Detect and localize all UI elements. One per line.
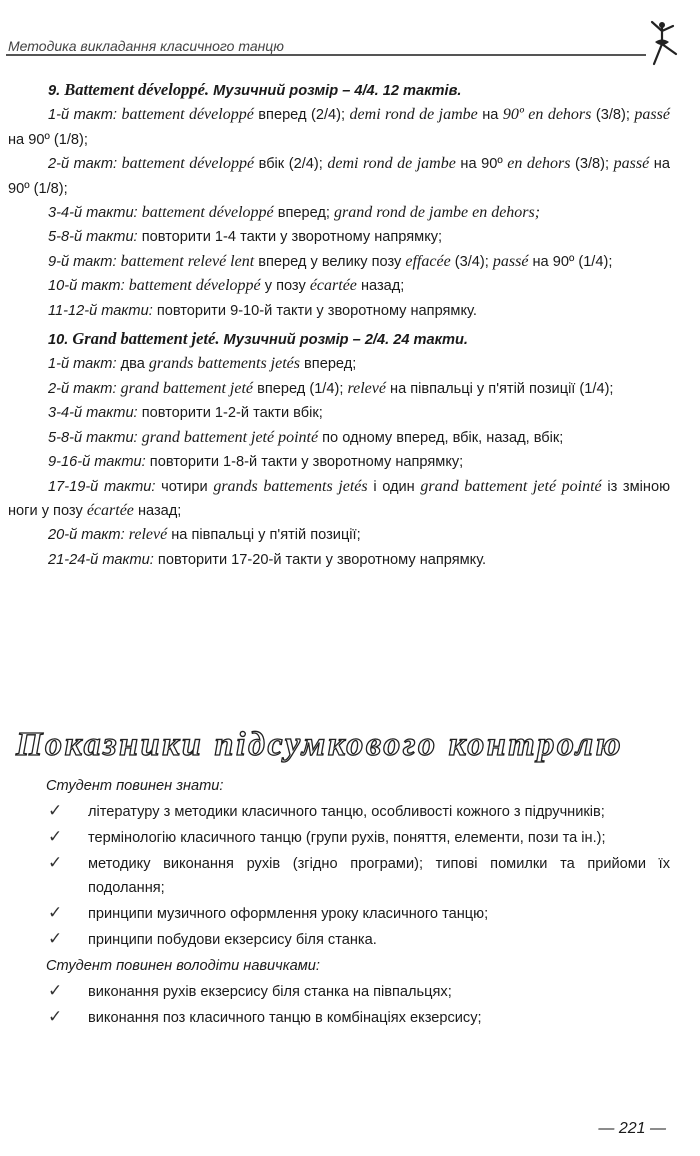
checkmark-icon: ✓ xyxy=(48,981,63,1000)
know-heading: Студент повинен знати: xyxy=(46,778,224,794)
know-item: ✓ термінологію класичного танцю (групи рухів, поняття, елементи, пози та ін.); xyxy=(8,826,670,850)
checkmark-icon: ✓ xyxy=(48,929,63,948)
know-item: ✓ методику виконання рухів (згідно програми); типові помилки та прийоми їх подолання; xyxy=(48,853,670,896)
know-item: ✓ принципи музичного оформлення уроку класичного танцю; xyxy=(8,902,670,926)
exercise-10-line-8: 21-24-й такти: повторити 17-20-й такти у зворотному напрямку. xyxy=(48,551,487,568)
page-number: — 221 — xyxy=(598,1120,666,1137)
checkmark-icon: ✓ xyxy=(48,853,63,872)
section-title: Показники підсумкового контролю xyxy=(16,726,624,763)
exercise-9-line-1: 1-й такт: battement développé вперед (2/4); demi rond de jambe на 90º en dehors (3/8); passé на 90º (1/8); xyxy=(8,106,670,148)
checkmark-icon: ✓ xyxy=(48,903,63,922)
exercise-10-line-1: 1-й такт: два grands battements jetés вперед; xyxy=(48,355,357,373)
exercise-9-heading: 9. Battement développé. Музичний розмір – 4/4. 12 тактів. xyxy=(48,80,462,99)
exercise-9-line-4: 5-8-й такти: повторити 1-4 такти у зворотному напрямку; xyxy=(48,229,443,246)
exercise-text xyxy=(8,74,670,572)
skills-heading: Студент повинен володіти навичками: xyxy=(46,958,320,974)
exercise-10-line-6: 17-19-й такти: чотири grands battements jetés і один grand battement jeté pointé із зміною ноги у позу écartée назад; xyxy=(8,477,671,519)
know-item: ✓ літературу з методики класичного танцю, особливості кожного з підручників; xyxy=(8,800,670,824)
skill-item: ✓ виконання поз класичного танцю в комбінаціях екзерсису; xyxy=(8,1006,670,1030)
exercise-10-line-5: 9-16-й такти: повторити 1-8-й такти у зворотному напрямку; xyxy=(48,454,464,471)
exercise-9-line-7: 11-12-й такти: повторити 9-10-й такти у зворотному напрямку. xyxy=(48,302,477,319)
exercise-9-line-5: 9-й такт: battement relevé lent вперед у велику позу effacée (3/4); passé на 90º (1/4); xyxy=(48,252,613,270)
exercise-10-heading: 10. Grand battement jeté. Музичний розмір – 2/4. 24 такти. xyxy=(48,329,468,349)
checkmark-icon: ✓ xyxy=(48,801,63,820)
know-item: ✓ принципи побудови екзерсису біля станка. xyxy=(8,928,670,952)
exercise-10-line-7: 20-й такт: relevé на півпальці у п'ятій позиції; xyxy=(48,526,361,544)
ballerina-icon xyxy=(642,18,682,66)
control-section xyxy=(8,774,670,1032)
skill-item: ✓ виконання рухів екзерсису біля станка на півпальцях; xyxy=(8,980,670,1004)
exercise-10-line-2: 2-й такт: grand battement jeté вперед (1/4); relevé на півпальці у п'ятій позиції (1/4); xyxy=(48,379,614,397)
exercise-10-line-3: 3-4-й такти: повторити 1-2-й такти вбік; xyxy=(48,405,323,422)
checkmark-icon: ✓ xyxy=(48,827,63,846)
exercise-9-line-3: 3-4-й такти: battement développé вперед; grand rond de jambe en dehors; xyxy=(48,204,541,222)
header-title: Методика викладання класичного танцю xyxy=(8,38,284,54)
exercise-9-line-6: 10-й такт: battement développé у позу écartée назад; xyxy=(48,277,405,295)
exercise-10-line-4: 5-8-й такти: grand battement jeté pointé по одному вперед, вбік, назад, вбік; xyxy=(48,428,564,446)
checkmark-icon: ✓ xyxy=(48,1007,63,1026)
header-rule xyxy=(6,54,646,56)
exercise-9-line-2: 2-й такт: battement développé вбік (2/4); demi rond de jambe на 90º en dehors (3/8); passé на 90º (1/8); xyxy=(8,155,670,197)
running-header xyxy=(6,34,666,56)
